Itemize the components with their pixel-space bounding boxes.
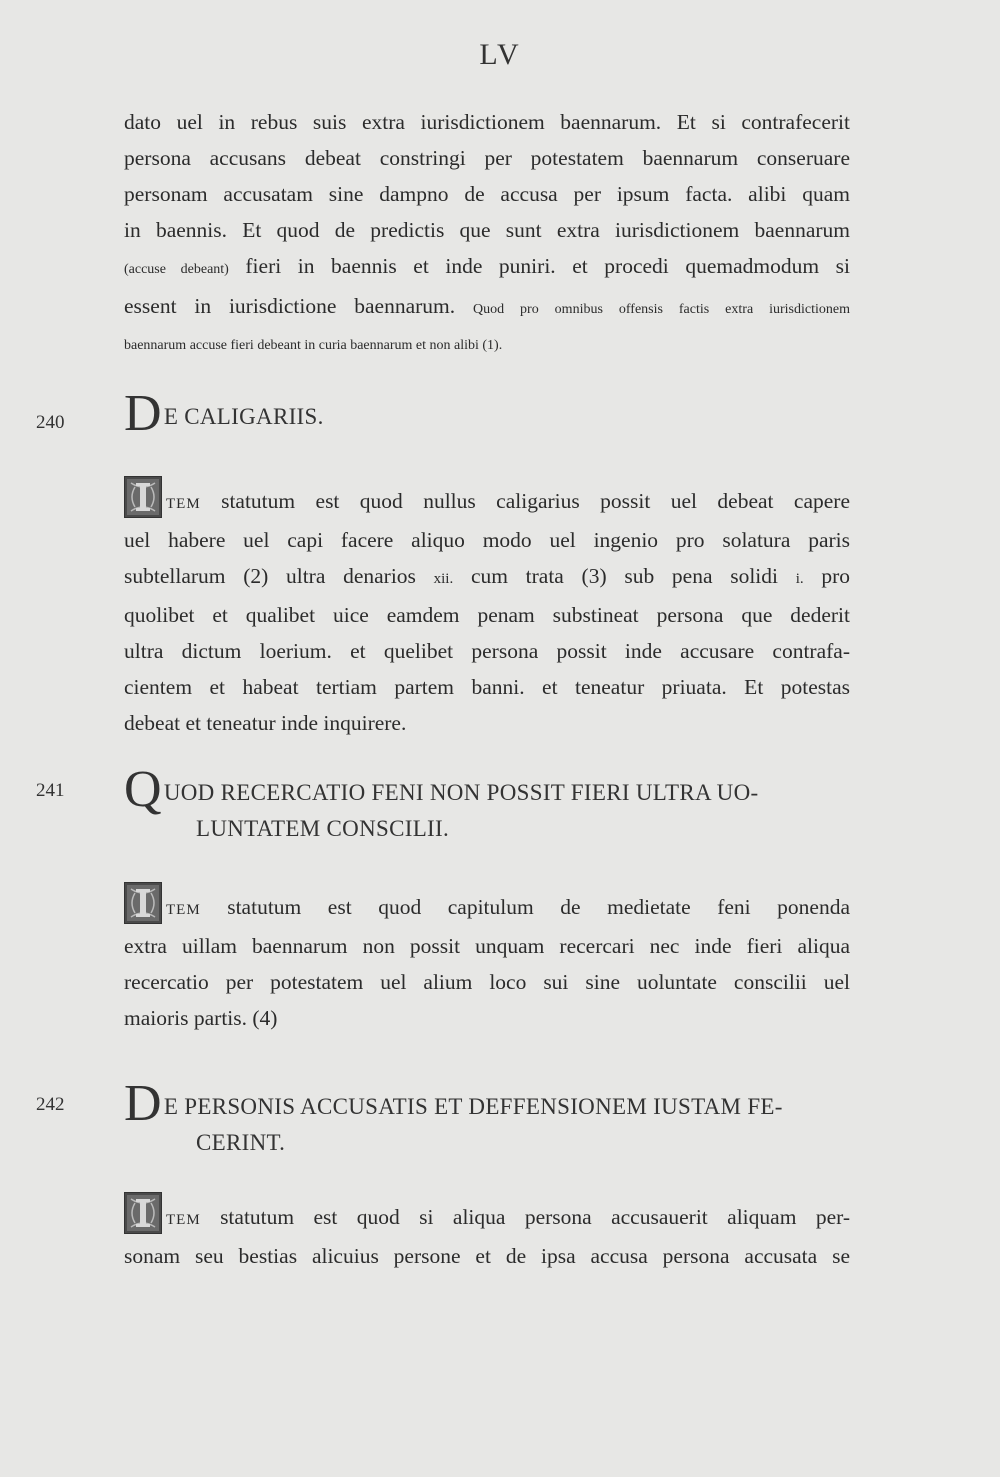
text-line: sonam seu bestias alicuius persone et de ipsa accusa persona accusata se [124,1244,850,1268]
section-heading [124,1075,850,1161]
text-run: fieri in baennis et inde puniri. et procedi quemadmodum si [228,254,850,278]
small-text: (accuse debeant) [124,262,229,277]
text-line [124,476,850,522]
top-paragraph [124,104,850,364]
section-number: 242 [36,1094,65,1115]
opening-word: TEM [166,496,201,512]
text-line: personam accusatam sine dampno de accusa per ipsum facta. alibi quam [124,182,850,206]
opening-word: TEM [166,1212,201,1228]
decorated-initial-icon [124,1192,162,1234]
text-line: uel habere uel capi facere aliquo modo uel ingenio pro solatura paris [124,528,850,552]
text-line: persona accusans debeat constringi per potestatem baennarum conseruare [124,146,850,170]
heading-initial: D [124,1075,162,1132]
text-line: maioris partis. (4) [124,1006,278,1030]
note-text: Quod pro omnibus offensis factis extra iurisdictionem [472,302,850,317]
section-heading [124,761,850,847]
heading-text: UOD RECERCATIO FENI NON POSSIT FIERI ULTRA UO- [163,780,759,805]
text-line: extra uillam baennarum non possit unquam recercari nec inde fieri aliqua [124,934,850,958]
decorated-initial-icon [124,882,162,924]
text-line: in baennis. Et quod de predictis que sunt extra iurisdictionem baennarum [124,218,850,242]
text-run: cum trata (3) sub pena solidi [453,564,796,588]
heading-initial: D [124,385,162,442]
decorated-initial-icon [124,476,162,518]
note-line: baennarum accuse fieri debeant in curia baennarum et non alibi (1). [124,338,503,353]
section-number: 241 [36,780,65,801]
text-run: statutum est quod si aliqua persona accusauerit aliquam per- [200,1205,850,1229]
section-body [124,882,850,1036]
section-heading [124,385,850,442]
numeral: i. [795,571,804,587]
text-line: ultra dictum loerium. et quelibet persona possit inde accusare contrafa- [124,639,850,663]
text-line: dato uel in rebus suis extra iurisdictionem baennarum. Et si contrafecerit [124,110,850,134]
text-run: essent in iurisdictione baennarum. [124,294,473,318]
numeral: xii. [433,571,454,587]
text-run: statutum est quod capitulum de medietate feni ponenda [200,895,850,919]
text-line [124,288,850,328]
text-line: recercatio per potestatem uel alium loco sui sine uoluntate conscilii uel [124,970,850,994]
section-body [124,476,850,741]
text-line [124,1192,850,1238]
text-run: statutum est quod nullus caligarius possit uel debeat capere [200,489,850,513]
text-line: cientem et habeat tertiam partem banni. et teneatur priuata. Et potestas [124,675,850,699]
section-number: 240 [36,412,65,433]
heading-text: E CALIGARIIS. [163,404,324,429]
text-line [124,558,850,597]
text-line [124,248,850,288]
heading-text: E PERSONIS ACCUSATIS ET DEFFENSIONEM IUSTAM FE- [163,1094,783,1119]
heading-initial: Q [124,761,162,818]
page-folio: LV [479,38,521,71]
text-run: subtellarum (2) ultra denarios [124,564,434,588]
heading-continuation: CERINT. [196,1130,286,1155]
section-body [124,1192,850,1274]
heading-continuation: LUNTATEM CONSCILII. [196,816,450,841]
text-line: quolibet et qualibet uice eamdem penam substineat persona que dederit [124,603,850,627]
opening-word: TEM [166,902,201,918]
text-run: pro [803,564,850,588]
text-line: debeat et teneatur inde inquirere. [124,711,407,735]
text-line [124,882,850,928]
